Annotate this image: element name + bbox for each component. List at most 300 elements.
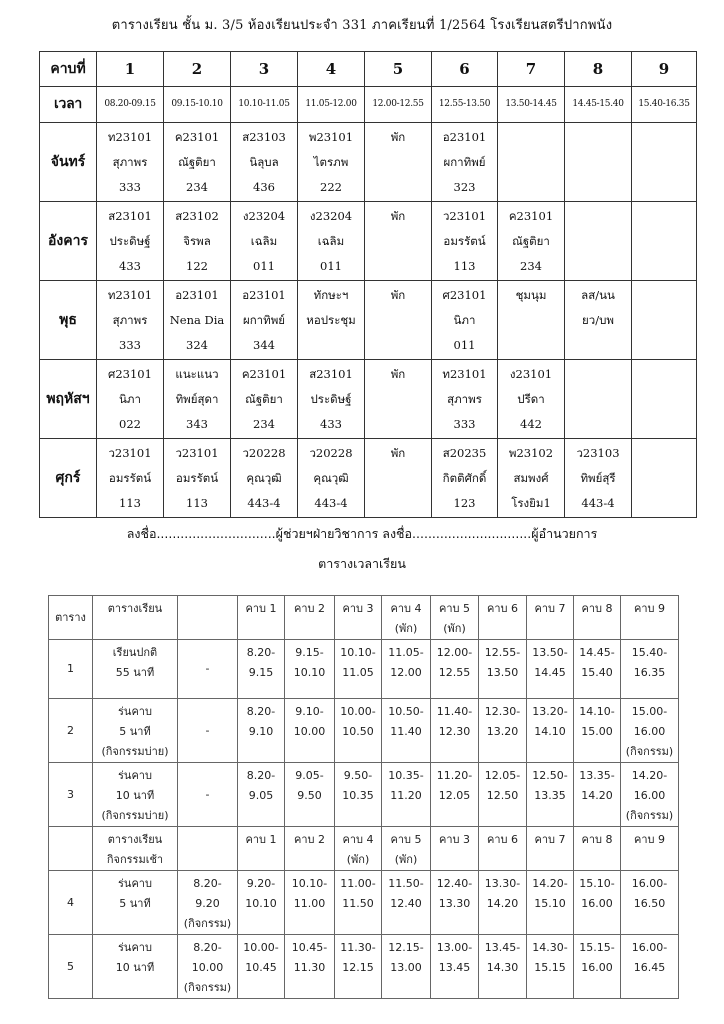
time-line: 10.00 [293,725,326,738]
time-line: 11.50- [388,877,424,890]
time-line: 10.50 [342,725,374,738]
header-line: คาบ 4 [342,833,374,846]
class-cell-line: นิภา [119,392,141,406]
time-line: 16.00 [581,961,613,974]
period-header [335,596,382,640]
pre-activity-time [178,935,238,999]
time-line: 9.10 [248,725,274,738]
class-cell [565,123,632,202]
class-cell-line: 011 [253,259,275,273]
time-line: 13.45- [484,941,521,954]
time-line: 10.10 [293,666,326,679]
class-cell [365,360,432,439]
class-cell-line: เฉลิม [317,234,345,248]
class-cell-line: ส23101 [108,209,152,223]
class-cell-line: ท23101 [107,288,153,302]
time-line: 14.10- [579,705,615,718]
time-line: 9.50 [297,789,322,802]
class-cell-line: ง23204 [309,209,353,223]
period-time: 14.45-15.40 [565,87,632,123]
period-slot [479,871,527,935]
period-table-header [49,596,679,640]
period-header [335,827,382,871]
class-cell-line: สมพงศ์ [513,471,549,485]
time-line: 10.35- [388,769,424,782]
class-cell [498,360,565,439]
period-slot [527,871,574,935]
class-cell [498,439,565,518]
time-line: 13.00- [436,941,473,954]
header-line: (พัก) [346,853,370,866]
table-no-header [49,596,93,640]
period-time: 12.55-13.50 [432,87,498,123]
class-cell [365,123,432,202]
period-row [49,935,679,999]
schedule-description [93,699,178,763]
time-line: 12.15- [388,941,424,954]
description-line: 10 นาที [115,789,155,802]
period-slot [574,699,621,763]
description-line: ร่นคาบ [118,877,152,890]
class-cell [565,281,632,360]
period-slot [479,640,527,699]
class-cell-line: กิตติศักดิ์ [442,471,487,485]
time-line: - [205,662,210,675]
day-name: พุธ [40,281,97,360]
period-number: 9 [632,52,697,87]
period-time: 09.15-10.10 [164,87,231,123]
day-row [40,202,697,281]
time-line: 12.30 [438,725,471,738]
class-cell-line: พัก [390,446,406,460]
class-cell-line: พัก [390,209,406,223]
period-slot [238,699,285,763]
day-name: จันทร์ [40,123,97,202]
time-line: 14.20- [631,769,668,782]
period-slot [335,935,382,999]
time-line: (กิจกรรม) [625,809,674,822]
time-line: 16.00 [633,789,666,802]
time-line: 11.05- [388,646,424,659]
time-line: 10.10- [340,646,376,659]
schedule-description [93,935,178,999]
class-cell [298,360,365,439]
class-cell-line: ทิพย์สุดา [175,392,219,406]
period-slot [382,935,431,999]
time-line: 14.45 [534,666,566,679]
time-line: 10.00 [191,961,224,974]
period-slot [574,871,621,935]
time-line: 10.50- [388,705,424,718]
description-line: 5 นาที [119,897,151,910]
class-cell-line: 324 [186,338,208,352]
class-cell-line: ง23101 [509,367,553,381]
schedule-description [93,763,178,827]
time-line: 10.45- [291,941,328,954]
time-line: 16.00- [631,941,668,954]
class-cell-line: คุณวุฒิ [246,471,282,485]
period-slot [431,871,479,935]
header-line: คาบ 7 [534,833,566,846]
period-slot [238,935,285,999]
class-cell-line: 122 [186,259,208,273]
class-cell-line: ว23103 [576,446,620,460]
class-cell [632,360,697,439]
time-line: 13.45 [438,961,471,974]
time-line: (กิจกรรม) [183,981,232,994]
class-cell-line: 433 [320,417,342,431]
day-row [40,281,697,360]
period-slot [621,699,679,763]
time-line: 14.10 [534,725,566,738]
period-number: 7 [498,52,565,87]
class-cell-line: 113 [453,259,476,273]
header-line: (พัก) [394,853,418,866]
time-line: 11.00 [293,897,326,910]
class-cell [632,123,697,202]
class-cell [97,439,164,518]
period-slot [527,699,574,763]
class-cell-line: ส23103 [242,130,286,144]
period-time: 08.20-09.15 [97,87,164,123]
time-line: 14.20 [486,897,519,910]
header-line: คาบ 7 [534,602,566,615]
day-name: อังคาร [40,202,97,281]
period-slot [238,763,285,827]
class-cell [97,360,164,439]
description-line: 10 นาที [115,961,155,974]
class-cell-line: ลส/นน [581,288,615,302]
class-cell-line: ปรีดา [517,392,545,406]
time-line: 10.35 [342,789,374,802]
class-cell [298,202,365,281]
class-cell-line: 436 [253,180,275,194]
time-line: 13.30 [438,897,471,910]
schedule-number: 2 [49,699,93,763]
period-header [382,596,431,640]
class-cell-line: ศ23101 [442,288,487,302]
period-number: 8 [565,52,632,87]
header-line: คาบ 5 [438,602,470,615]
schedule-description [93,871,178,935]
class-cell-line: อ23101 [175,288,219,302]
class-cell-line: 011 [453,338,476,352]
class-cell-line: คุณวุฒิ [313,471,349,485]
period-number: 6 [432,52,498,87]
class-cell-line: อมรรัตน์ [108,471,152,485]
period-header [574,596,621,640]
class-cell-line: 123 [453,496,476,510]
class-cell-line: Nena Dia [169,313,225,327]
class-cell [365,281,432,360]
period-header [574,827,621,871]
class-cell-line: 113 [186,496,208,510]
day-row [40,360,697,439]
period-slot [574,763,621,827]
header-line: คาบ 3 [342,602,374,615]
day-row [40,123,697,202]
class-cell-line: 442 [520,417,542,431]
time-line: 13.20 [486,725,519,738]
period-slot [382,699,431,763]
class-cell-line: 333 [119,338,141,352]
period-number: 4 [298,52,365,87]
class-cell-line: 323 [453,180,476,194]
time-line: 11.50 [342,897,374,910]
period-slot [335,640,382,699]
class-cell-line: เฉลิม [250,234,278,248]
time-line: 12.30- [484,705,521,718]
period-header [479,827,527,871]
period-row [49,699,679,763]
time-line: 8.20- [193,877,222,890]
class-cell [97,202,164,281]
class-cell-line: อ23101 [442,130,487,144]
time-line: 12.40- [436,877,473,890]
class-cell-line: 443-4 [247,496,281,510]
time-line: 15.10- [579,877,615,890]
class-cell [498,281,565,360]
header-line: คาบ 8 [581,602,613,615]
class-cell-line: 011 [320,259,342,273]
time-line: 11.40 [390,725,422,738]
period-slot [431,640,479,699]
period-header [238,827,285,871]
time-line: 13.35 [534,789,566,802]
period-number: 5 [365,52,432,87]
period-label: คาบที่ [40,52,97,87]
class-cell [432,439,498,518]
period-slot [335,763,382,827]
period-slot [574,640,621,699]
description-line: 5 นาที [119,725,151,738]
class-cell [365,439,432,518]
class-cell [298,123,365,202]
class-cell [498,123,565,202]
time-line: 12.15 [342,961,374,974]
header-line: ตาราง [55,610,86,624]
pre-activity-header [178,596,238,640]
class-cell [231,439,298,518]
class-cell [565,202,632,281]
description-line: ร่นคาบ [118,769,152,782]
period-slot [527,640,574,699]
header-line: คาบ 2 [293,602,325,615]
class-cell-line: 343 [186,417,208,431]
period-slot [285,699,335,763]
class-cell [432,281,498,360]
class-cell [97,123,164,202]
period-header [479,596,527,640]
period-header [285,596,335,640]
class-cell-line: สุภาพร [447,392,482,406]
class-cell-line: 443-4 [581,496,615,510]
class-cell [632,202,697,281]
period-row [49,640,679,699]
class-cell-line: หอประชุม [306,313,356,327]
class-cell-line: สุภาพร [112,155,148,169]
class-cell-line: 113 [119,496,141,510]
time-line: 15.10 [534,897,566,910]
header-line: คาบ 1 [245,602,277,615]
class-cell-line: แนะแนว [175,367,219,381]
header-line: คาบ 2 [293,833,325,846]
class-cell-line: อมรรัตน์ [443,234,486,248]
class-cell-line: พ23102 [508,446,554,460]
class-cell-line: ค23101 [508,209,554,223]
time-line: 13.35- [579,769,615,782]
time-line: 14.20 [581,789,613,802]
period-header [527,827,574,871]
time-line: 10.10- [291,877,328,890]
class-cell-line: ท23101 [442,367,487,381]
time-line: - [205,787,210,801]
description-line: ร่นคาบ [118,941,152,954]
day-name: ศุกร์ [40,439,97,518]
period-slot [382,640,431,699]
period-slot [285,763,335,827]
time-line: 14.30- [532,941,568,954]
class-cell-line: ณัฐติยา [245,392,283,406]
period-header [285,827,335,871]
time-line: 12.05 [438,789,471,802]
time-line: 12.50 [486,789,519,802]
schedule-type-header [93,827,178,871]
schedule-number: 4 [49,871,93,935]
period-slot [621,935,679,999]
time-line: 16.00 [581,897,613,910]
schedule-number: 5 [49,935,93,999]
class-cell-line: ท23101 [107,130,153,144]
header-line: (พัก) [443,622,466,635]
pre-activity-time [178,763,238,827]
time-label: เวลา [40,87,97,123]
period-time: 10.10-11.05 [231,87,298,123]
period-slot [479,699,527,763]
period-slot [431,935,479,999]
class-cell-line: ส20235 [442,446,487,460]
header-line: คาบ 5 [390,833,422,846]
class-cell-line: 022 [119,417,141,431]
time-line: 14.30 [486,961,519,974]
period-slot [574,935,621,999]
time-line: 13.30- [484,877,521,890]
class-cell-line: ว20228 [309,446,353,460]
class-cell [565,439,632,518]
period-slot [285,640,335,699]
time-line: 8.20- [246,769,276,782]
time-line: 12.55 [438,666,471,679]
period-slot [479,935,527,999]
time-line: 15.40- [631,646,668,659]
class-cell-line: ทิพย์สุรี [580,471,616,485]
time-row [40,87,697,123]
period-header [382,827,431,871]
period-slot [621,763,679,827]
class-cell-line: ยว/บพ [582,313,614,327]
period-slot [285,871,335,935]
time-line: 9.20- [246,877,276,890]
time-line: 9.15- [295,646,324,659]
time-line: 13.50 [486,666,519,679]
period-slot [479,763,527,827]
class-cell-line: ไตรภพ [313,155,349,169]
period-number: 3 [231,52,298,87]
class-cell [231,281,298,360]
time-line: 11.30 [293,961,326,974]
class-cell-line: ณัฐติยา [178,155,216,169]
time-line: 16.45 [633,961,666,974]
time-line: 13.20- [532,705,568,718]
class-cell-line: โรงยิม1 [511,496,551,510]
time-line: 9.50- [343,769,373,782]
period-slot [621,871,679,935]
class-cell-line: 222 [320,180,342,194]
day-row [40,439,697,518]
period-header [527,596,574,640]
period-slot [238,640,285,699]
time-line: 11.20 [390,789,422,802]
time-line: 8.20- [246,705,276,718]
class-cell-line: ค23101 [241,367,287,381]
description-line: เรียนปกติ [112,646,158,659]
time-line: (กิจกรรม) [625,745,674,758]
class-cell-line: ณัฐติยา [512,234,550,248]
period-header [431,827,479,871]
time-line: 12.50- [532,769,568,782]
class-cell-line: ส23102 [175,209,219,223]
class-timetable [39,51,697,518]
header-line: ตารางเรียน [107,833,163,846]
day-name: พฤหัสฯ [40,360,97,439]
class-cell [565,360,632,439]
period-row [49,871,679,935]
time-line: 11.40- [436,705,473,718]
time-line: 9.05- [295,769,324,782]
pre-activity-header [178,827,238,871]
class-cell [632,439,697,518]
class-cell-line: ผกาทิพย์ [242,313,286,327]
period-slot [621,640,679,699]
class-cell [164,202,231,281]
header-line: คาบ 6 [486,833,518,846]
description-line: (กิจกรรมบ่าย) [101,745,169,758]
period-time: 15.40-16.35 [632,87,697,123]
class-cell-line: ศ23101 [108,367,152,381]
period-slot [285,935,335,999]
class-cell-line: นิลุบล [249,155,279,169]
period-time: 12.00-12.55 [365,87,432,123]
class-cell-line: สุภาพร [112,313,148,327]
pre-activity-time [178,699,238,763]
time-line: 11.30- [340,941,376,954]
pre-activity-time [178,640,238,699]
class-cell-line: พัก [390,130,406,144]
description-line: ร่นคาบ [118,705,152,718]
class-cell-line: 344 [253,338,275,352]
period-number: 2 [164,52,231,87]
time-line: 12.00 [390,666,422,679]
header-line: คาบ 4 [390,602,422,615]
pre-activity-time [178,871,238,935]
period-time: 11.05-12.00 [298,87,365,123]
time-line: 12.40 [390,897,422,910]
period-slot [238,871,285,935]
time-line: 12.00- [436,646,473,659]
class-cell-line: อมรรัตน์ [175,471,219,485]
class-cell [498,202,565,281]
class-cell [164,123,231,202]
